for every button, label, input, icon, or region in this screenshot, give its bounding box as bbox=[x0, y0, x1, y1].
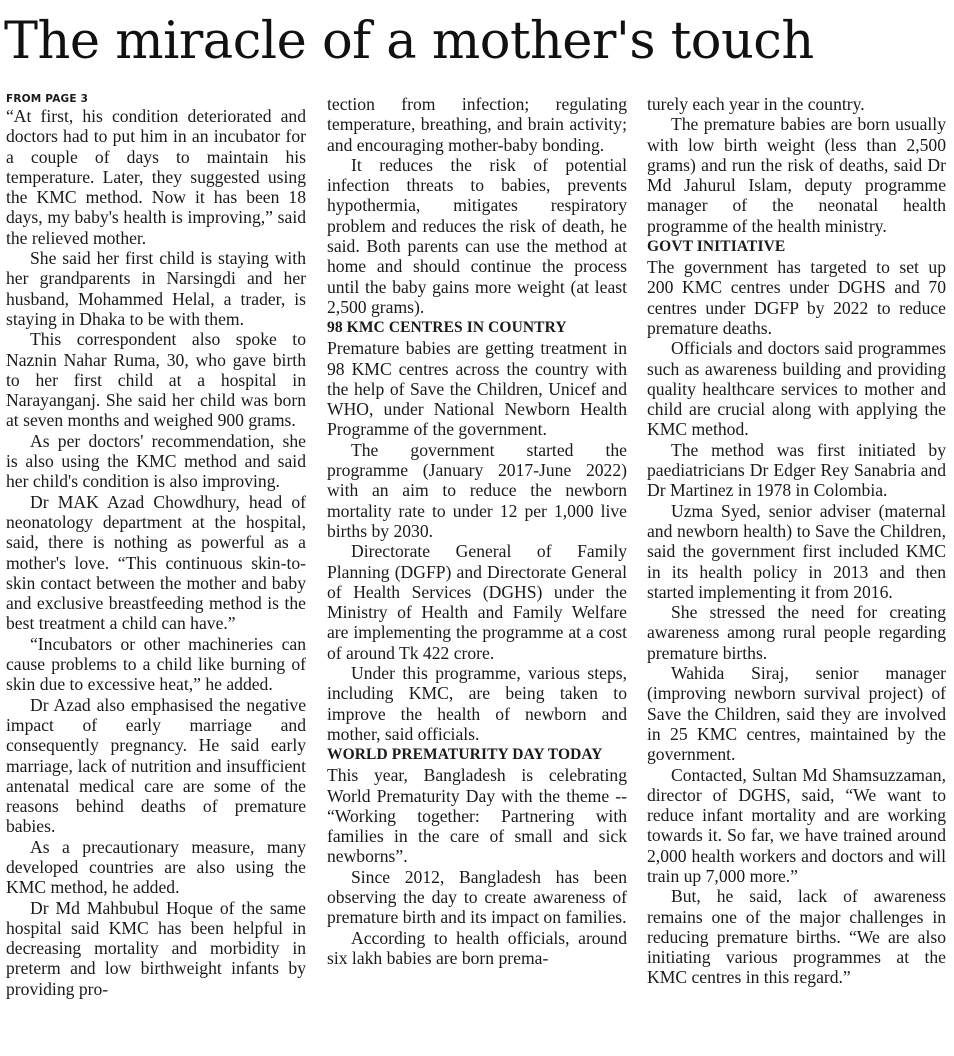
article-paragraph: Dr Md Mahbubul Hoque of the same hospital said KMC has been helpful in decreasing mortality and morbidity in preterm and low birthweight infants by providing pro- bbox=[6, 897, 306, 999]
article-column-1 bbox=[6, 92, 306, 999]
article-paragraph: Premature babies are getting treatment in 98 KMC centres across the country with the help of Save the Children, Unicef and WHO, under National Newborn Health Programme of the government. bbox=[327, 338, 627, 440]
article-paragraph: Contacted, Sultan Md Shamsuzzaman, director of DGHS, said, “We want to reduce infant mortality and are working towards it. So far, we have trained around 2,000 health workers and doctors and will train up 7,000 more.” bbox=[647, 764, 946, 886]
article-paragraph: She said her first child is staying with her grandparents in Narsingdi and her husband, Mohammed Helal, a trader, is staying in Dhaka to be with them. bbox=[6, 248, 306, 329]
headline: The miracle of a mother's touch bbox=[4, 12, 814, 71]
article-paragraph: This correspondent also spoke to Naznin Nahar Ruma, 30, who gave birth to her first child at a hospital in Narayanganj. She said her child was born at seven months and weighed 900 grams. bbox=[6, 329, 306, 431]
article-paragraph: This year, Bangladesh is celebrating World Prematurity Day with the theme -- “Working together: Partnering with families in the care of small and sick newborns”. bbox=[327, 765, 627, 867]
article-paragraph: The premature babies are born usually with low birth weight (less than 2,500 grams) and run the risk of deaths, said Dr Md Jahurul Islam, deputy programme manager of the neonatal health programme of the health ministry. bbox=[647, 114, 946, 236]
article-paragraph: As per doctors' recommendation, she is also using the KMC method and said her child's condition is also improving. bbox=[6, 430, 306, 492]
article-paragraph: According to health officials, around six lakh babies are born prema- bbox=[327, 927, 627, 968]
article-paragraph: It reduces the risk of potential infection threats to babies, prevents hypothermia, mitigates respiratory problem and reduces the risk of death, he said. Both parents can use the method at home and should continue the process until the baby gains more weight (at least 2,500 grams). bbox=[327, 154, 627, 317]
article-paragraph: Since 2012, Bangladesh has been observing the day to create awareness of premature birth and its impact on families. bbox=[327, 866, 627, 928]
article-paragraph: “At first, his condition deteriorated and doctors had to put him in an incubator for a couple of days to maintain his temperature. Later, they suggested using the KMC method. Now it has been 18 days, my baby's health is improving,” said the relieved mother. bbox=[6, 106, 306, 248]
article-paragraph: Dr MAK Azad Chowdhury, head of neonatology department at the hospital, said, there is nothing as powerful as a mother's love. “This continuous skin-to-skin contact between the mother and baby and exclusive breastfeeding method is the best treatment a child can have.” bbox=[6, 491, 306, 634]
article-paragraph: The government has targeted to set up 200 KMC centres under DGHS and 70 centres under DGFP by 2022 to reduce premature deaths. bbox=[647, 257, 946, 338]
article-paragraph: As a precautionary measure, many developed countries are also using the KMC method, he added. bbox=[6, 836, 306, 898]
article-column-2 bbox=[327, 94, 627, 968]
article-paragraph: tection from infection; regulating temperature, breathing, and brain activity; and encouraging mother-baby bonding. bbox=[327, 94, 627, 155]
section-subheading: GOVT INITIATIVE bbox=[647, 238, 786, 256]
article-paragraph: Under this programme, various steps, including KMC, are being taken to improve the health of newborn and mother, said officials. bbox=[327, 663, 627, 744]
article-paragraph: She stressed the need for creating awareness among rural people regarding premature births. bbox=[647, 602, 946, 663]
article-paragraph: turely each year in the country. bbox=[647, 94, 865, 114]
continuation-kicker: FROM PAGE 3 bbox=[6, 93, 89, 105]
article-paragraph: Dr Azad also emphasised the negative impact of early marriage and consequently pregnancy. He said early marriage, lack of nutrition and insufficient antenatal medical care are some of the reasons behind deaths of premature babies. bbox=[6, 694, 306, 837]
section-subheading: WORLD PREMATURITY DAY TODAY bbox=[327, 746, 603, 764]
article-paragraph: Uzma Syed, senior adviser (maternal and newborn health) to Save the Children, said the government first included KMC in its health policy in 2013 and then started implementing it from 2016. bbox=[647, 500, 946, 602]
section-subheading: 98 KMC CENTRES IN COUNTRY bbox=[327, 319, 567, 337]
article-paragraph: The government started the programme (January 2017-June 2022) with an aim to reduce the newborn mortality rate to under 12 per 1,000 live births by 2030. bbox=[327, 439, 627, 541]
article-paragraph: The method was first initiated by paediatricians Dr Edger Rey Sanabria and Dr Martinez in 1978 in Colombia. bbox=[647, 439, 946, 501]
article-paragraph: Directorate General of Family Planning (DGFP) and Directorate General of Health Services (DGHS) under the Ministry of Health and Family Welfare are implementing the programme at a cost of around Tk 422 crore. bbox=[327, 541, 627, 663]
article-paragraph: But, he said, lack of awareness remains one of the major challenges in reducing premature births. “We are also initiating various programmes at the KMC centres in this regard.” bbox=[647, 886, 946, 988]
article-column-3 bbox=[647, 94, 946, 988]
article-paragraph: “Incubators or other machineries can cause problems to a child like burning of skin due to excessive heat,” he added. bbox=[6, 633, 306, 695]
article-paragraph: Officials and doctors said programmes such as awareness building and providing quality healthcare services to mother and child are crucial along with applying the KMC method. bbox=[647, 338, 946, 440]
article-paragraph: Wahida Siraj, senior manager (improving newborn survival project) of Save the Children, said they are involved in 25 KMC centres, maintained by the government. bbox=[647, 663, 946, 765]
